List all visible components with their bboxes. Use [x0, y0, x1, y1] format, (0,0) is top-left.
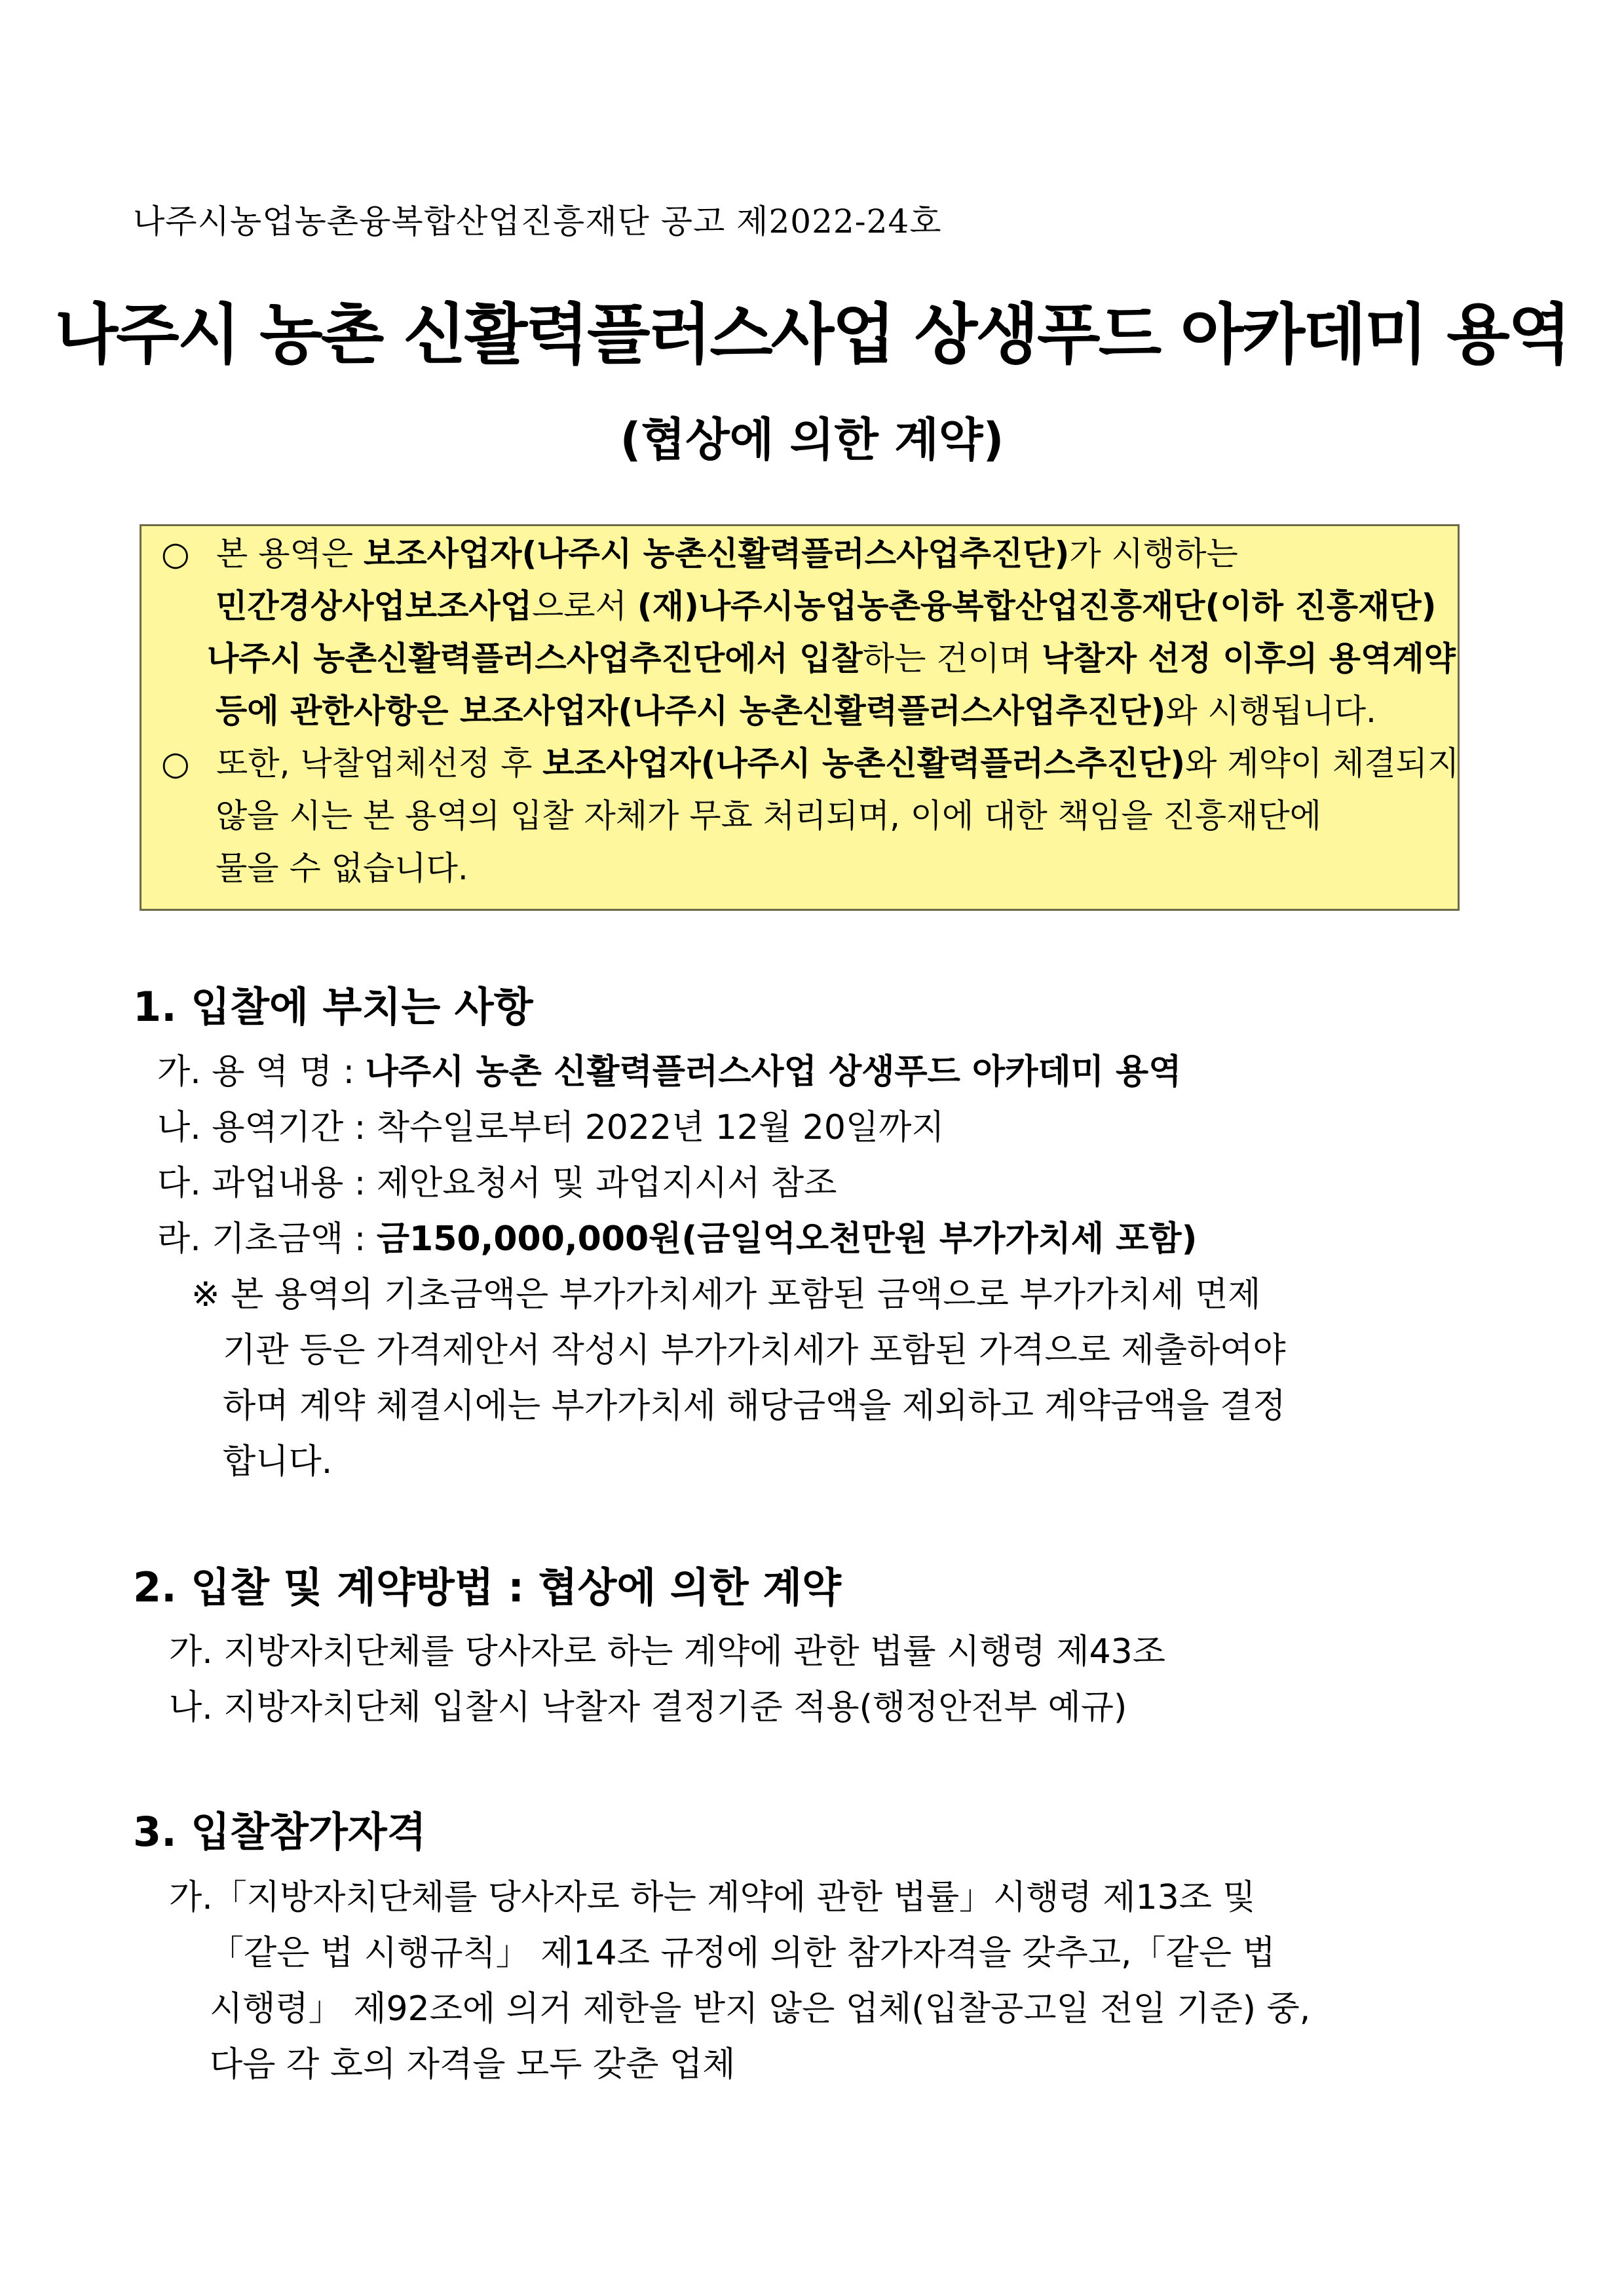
notice-number: 나주시농업농촌융복합산업진흥재단 공고 제2022-24호: [133, 202, 942, 240]
text: 와 시행됩니다.: [1165, 692, 1376, 730]
text-bold: 낙찰자 선정 이후의 용역계약: [1042, 640, 1456, 678]
text-bold: 보조사업자(나주시 농촌신활력플러스추진단): [542, 744, 1186, 782]
notice-box: [140, 524, 1460, 911]
text-bold: 민간경상사업보조사업: [216, 587, 532, 625]
section-3-item-ga-line-4: 다음 각 호의 자격을 모두 갖춘 업체: [210, 2045, 736, 2084]
section-1-item-ga: [157, 1044, 1182, 1093]
section-3-item-ga-line-3: 시행령」 제92조에 의거 제한을 받지 않은 업체(입찰공고일 전일 기준) 중,: [210, 1989, 1311, 2029]
text-bold: 나주시 농촌신활력플러스사업추진단에서 입찰: [207, 640, 863, 678]
note-line-3: 하며 계약 체결시에는 부가가치세 해당금액을 제외하고 계약금액을 결정: [223, 1387, 1286, 1426]
notice-paragraph-1-line-2: [216, 580, 1437, 627]
text: 하는 건이며: [862, 640, 1042, 678]
text: 또한, 낙찰업체선정 후: [216, 744, 543, 782]
section-3-item-ga-line-2: 「같은 법 시행규칙」 제14조 규정에 의한 참가자격을 갖추고,「같은 법: [210, 1934, 1275, 1973]
note-line-1: ※ 본 용역의 기초금액은 부가가치세가 포함된 금액으로 부가가치세 면제: [191, 1275, 1261, 1314]
section-1-item-na: 나. 용역기간 : 착수일로부터 2022년 12월 20일까지: [157, 1108, 945, 1147]
section-2-title: 2. 입찰 및 계약방법 : 협상에 의한 계약: [133, 1563, 842, 1611]
text-bold: 보조사업자(나주시 농촌신활력플러스사업추진단): [364, 535, 1070, 573]
section-2-item-ga: 가. 지방자치단체를 당사자로 하는 계약에 관한 법률 시행령 제43조: [169, 1632, 1165, 1672]
base-amount: 금150,000,000원(금일억오천만원 부가가치세 포함): [376, 1219, 1198, 1259]
notice-paragraph-1-line-1: [161, 527, 1238, 575]
note-line-4: 합니다.: [223, 1442, 333, 1482]
text: 와 계약이 체결되지: [1185, 744, 1460, 782]
notice-paragraph-1-line-3: [207, 632, 1456, 679]
section-3-title: 3. 입찰참가자격: [133, 1808, 426, 1856]
section-1-item-ra: [157, 1211, 1197, 1260]
section-3-item-ga-line-1: 가.「지방자치단체를 당사자로 하는 계약에 관한 법률」시행령 제13조 및: [169, 1878, 1256, 1917]
item-label: 라. 기초금액 :: [157, 1219, 366, 1259]
document-title: 나주시 농촌 신활력플러스사업 상생푸드 아카데미 용역: [54, 296, 1570, 373]
text-bold: 등에 관한사항은 보조사업자(나주시 농촌신활력플러스사업추진단): [216, 692, 1166, 730]
note-line-2: 기관 등은 가격제안서 작성시 부가가치세가 포함된 가격으로 제출하여야: [223, 1331, 1286, 1370]
text: 가 시행하는: [1069, 535, 1238, 573]
notice-paragraph-2-line-1: [161, 737, 1459, 784]
text: 으로서: [532, 587, 637, 625]
section-2-item-na: 나. 지방자치단체 입찰시 낙찰자 결정기준 적용(행정안전부 예규): [169, 1688, 1127, 1727]
section-1-item-da: 다. 과업내용 : 제안요청서 및 과업지시서 참조: [157, 1164, 837, 1203]
item-label: 가. 용 역 명 :: [157, 1052, 355, 1092]
circle-bullet-icon: ○: [161, 535, 190, 573]
notice-paragraph-2-line-3: 물을 수 없습니다.: [216, 849, 468, 887]
notice-paragraph-1-line-4: [216, 685, 1376, 732]
circle-bullet-icon: ○: [161, 744, 190, 782]
notice-paragraph-2-line-2: 않을 시는 본 용역의 입찰 자체가 무효 처리되며, 이에 대한 책임을 진흥재단에: [216, 797, 1322, 835]
text: 본 용역은: [216, 535, 364, 573]
document-subtitle: (협상에 의한 계약): [620, 413, 1004, 467]
section-1-title: 1. 입찰에 부치는 사항: [133, 983, 533, 1031]
service-name: 나주시 농촌 신활력플러스사업 상생푸드 아카데미 용역: [365, 1052, 1182, 1092]
text-bold: (재)나주시농업농촌융복합산업진흥재단(이하 진흥재단): [637, 587, 1437, 625]
